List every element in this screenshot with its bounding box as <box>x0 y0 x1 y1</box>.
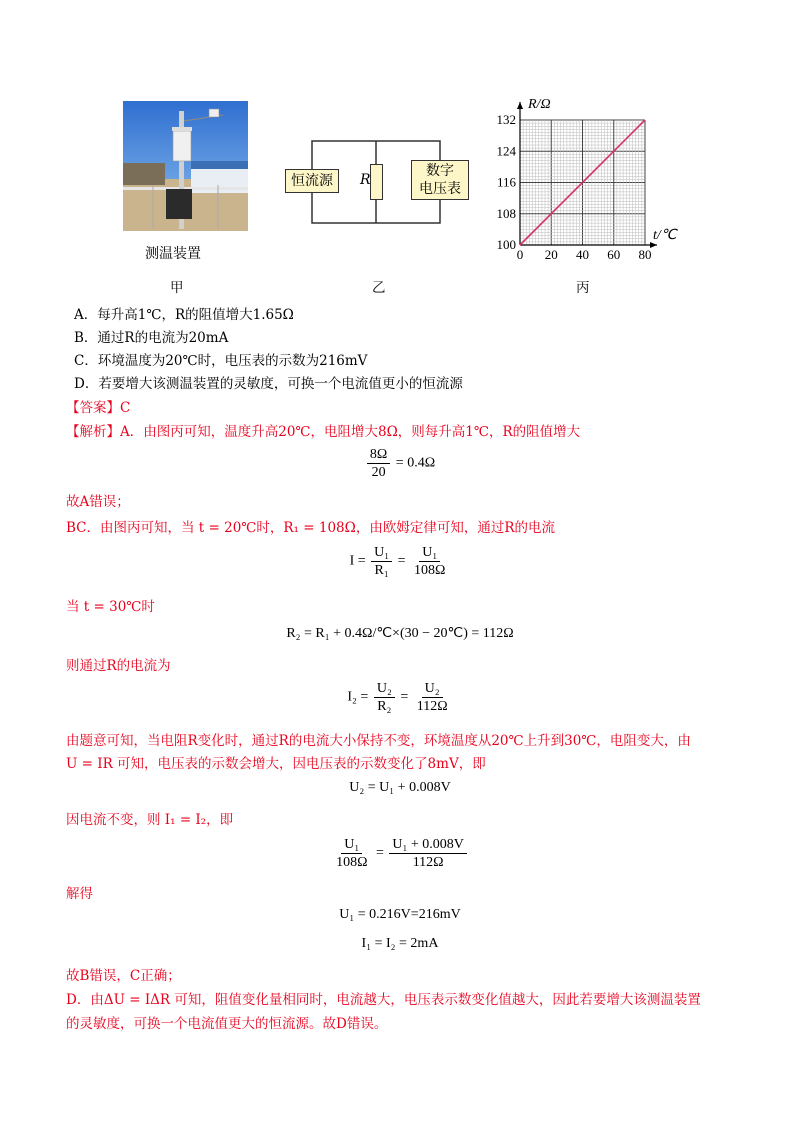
meter-label-1: 数字 <box>426 163 454 179</box>
option-c: C．环境温度为20℃时，电压表的示数为216mV <box>74 353 368 369</box>
chart-svg <box>480 90 677 270</box>
figure-label-bing: 丙 <box>576 280 590 296</box>
resistor <box>370 164 383 200</box>
analysis-line-5: 则通过R的电流为 <box>66 658 171 674</box>
analysis-line-2: 故A错误； <box>66 494 130 510</box>
equation-5: U₂ = U₁ + 0.008V <box>349 780 451 795</box>
option-d: D．若要增大该测温装置的灵敏度，可换一个电流值更小的恒流源 <box>74 376 463 392</box>
analysis-line-10: 故B错误，C正确； <box>66 968 181 984</box>
y-tick-label: 108 <box>496 205 516 221</box>
meter-label-2: 电压表 <box>419 181 461 197</box>
figure-label-jia: 甲 <box>170 280 184 296</box>
x-tick-label: 0 <box>516 247 524 262</box>
equation-2 <box>0 544 800 579</box>
equation-1 <box>0 446 800 481</box>
eq4-num2: U₂ <box>422 680 443 698</box>
y-tick-label: 132 <box>496 112 516 127</box>
eq6-num1: U₁ <box>341 836 362 854</box>
eq4-equals: = <box>400 689 409 705</box>
option-b: B．通过R的电流为20mA <box>74 330 229 346</box>
eq1-numerator: 8Ω <box>367 446 390 464</box>
analysis-line-6: 由题意可知，当电阻R变化时，通过R的电流大小保持不变，环境温度从20℃上升到30℃，电阻变大，由 <box>66 733 691 749</box>
eq6-num2: U₁ + 0.008V <box>389 836 467 854</box>
answer: 【答案】C <box>66 400 131 416</box>
analysis-line-12: 的灵敏度，可换一个电流值更大的恒流源。故D错误。 <box>66 1016 388 1032</box>
resistance-temperature-chart <box>480 90 677 270</box>
figure-label-yi: 乙 <box>372 280 386 296</box>
eq2-lhs: I = <box>349 553 366 569</box>
eq2-den1: R₁ <box>374 563 389 578</box>
x-axis-label: t/℃ <box>653 228 677 243</box>
y-axis-arrow <box>517 102 523 109</box>
eq2-num1: U₁ <box>371 544 392 562</box>
analysis-line-8: 因电流不变，则 I₁ = I₂，即 <box>66 812 234 828</box>
analysis-line-1: 【解析】A．由图丙可知，温度升高20℃，电阻增大8Ω，则每升高1℃，R的阻值增大 <box>66 424 581 440</box>
y-tick-label: 116 <box>496 174 516 190</box>
eq2-den2: 108Ω <box>414 563 446 578</box>
equation-7: U₁ = 0.216V=216mV <box>339 907 461 922</box>
x-tick-label: 40 <box>576 247 589 262</box>
device-photo <box>123 101 248 231</box>
option-a: A．每升高1℃，R的阻值增大1.65Ω <box>74 307 294 323</box>
eq4-den2: 112Ω <box>416 699 448 714</box>
source-label: 恒流源 <box>291 173 333 189</box>
resistor-label: R <box>360 172 371 188</box>
x-tick-label: 80 <box>638 247 652 262</box>
eq1-result: = 0.4Ω <box>395 455 436 471</box>
eq6-den1: 108Ω <box>336 855 368 870</box>
photo-caption: 测温装置 <box>145 246 201 262</box>
analysis-line-4: 当 t = 30℃时 <box>66 599 155 615</box>
x-tick-label: 60 <box>607 247 621 262</box>
y-tick-label: 100 <box>496 237 516 252</box>
analysis-line-3: BC．由图丙可知，当 t = 20℃时，R₁ = 108Ω，由欧姆定律可知，通过R的电流 <box>66 520 555 536</box>
y-axis-label: R/Ω <box>528 97 551 112</box>
eq4-num1: U₂ <box>374 680 395 698</box>
eq6-equals: = <box>376 845 384 861</box>
equation-6 <box>0 836 800 871</box>
analysis-line-9: 解得 <box>66 886 93 902</box>
digital-voltmeter <box>411 160 469 200</box>
y-tick-label: 124 <box>496 143 516 159</box>
equation-8: I₁ = I₂ = 2mA <box>361 936 439 951</box>
circuit-diagram <box>280 135 470 230</box>
eq2-num2: U₁ <box>419 544 440 562</box>
eq1-denominator: 20 <box>371 465 386 480</box>
x-tick-label: 20 <box>544 247 558 262</box>
equation-4 <box>0 680 800 715</box>
weather-station-image <box>123 101 248 231</box>
eq4-den1: R₂ <box>377 699 392 714</box>
constant-current-source <box>285 169 339 193</box>
equation-3: R₂ = R₁ + 0.4Ω/℃×(30 − 20℃) = 112Ω <box>286 626 514 641</box>
analysis-line-7: U = IR 可知，电压表的示数会增大，因电压表的示数变化了8mV，即 <box>66 756 486 772</box>
analysis-line-11: D．由ΔU = IΔR 可知，阻值变化量相同时，电流越大，电压表示数变化值越大，因此若要增大该测温装置 <box>66 992 701 1008</box>
eq4-lhs: I₂ = <box>347 689 369 705</box>
eq2-equals: = <box>397 553 406 569</box>
eq6-den2: 112Ω <box>412 855 444 870</box>
